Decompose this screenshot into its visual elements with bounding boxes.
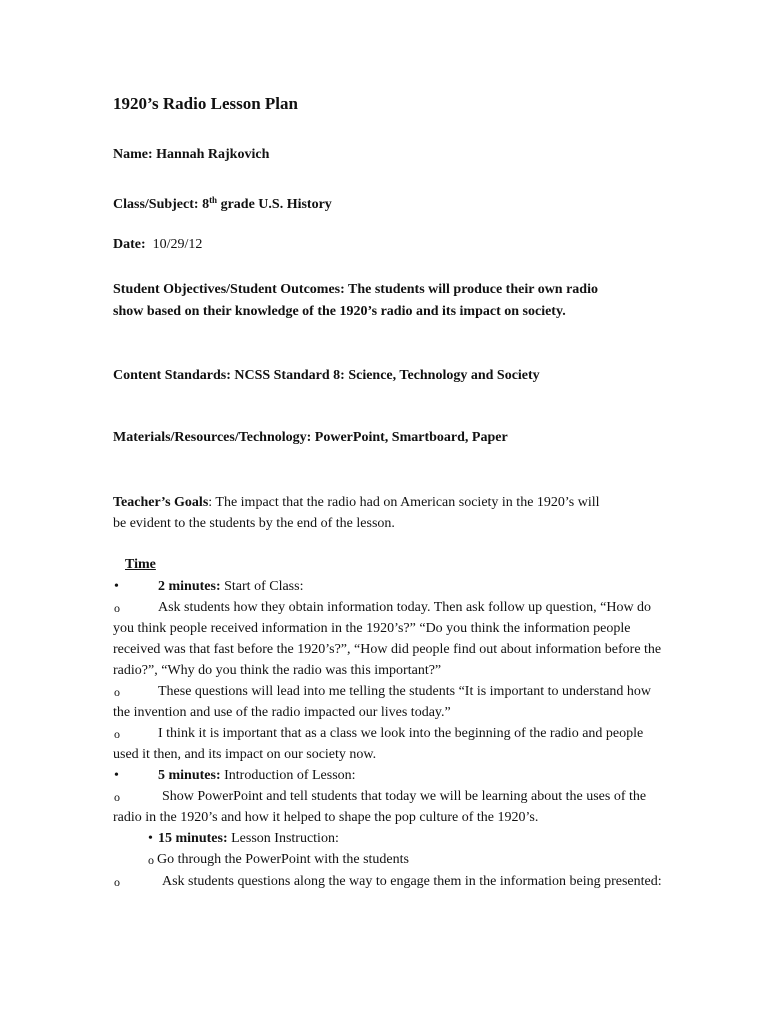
date-label: Date: [113,237,146,252]
class-subject-label: Class/Subject: [113,197,199,212]
name-value: Hannah Rajkovich [156,147,270,162]
s2-o1-line-2: radio in the 1920’s and how it helped to shape the pop culture of the 1920’s. [113,810,539,825]
page-title: 1920’s Radio Lesson Plan [113,94,298,113]
date-value: 10/29/12 [152,237,203,252]
s1-o2-line-2: the invention and use of the radio impacted our lives today.” [113,705,451,720]
section-2min [158,577,303,597]
s1-o3-line-2: used it then, and its impact on our society now. [113,747,377,762]
s1-o1-line-2: you think people received information in the 1920’s?” “Do you think the information people [113,621,631,636]
date-line [113,235,202,255]
class-subject-line [113,190,332,215]
circle-marker: o [148,853,154,867]
circle-marker: o [114,875,120,889]
materials: Materials/Resources/Technology: PowerPoint, Smartboard, Paper [113,430,508,445]
goals-text-1: : The impact that the radio had on American society in the 1920’s will [208,495,600,510]
name-label: Name: [113,147,153,162]
s3-o2-line: Ask students questions along the way to engage them in the information being presented: [162,874,662,889]
class-grade-suffix: th [209,195,218,205]
s1-o2-line-1: These questions will lead into me telling the students “It is important to understand how [158,684,652,699]
section-2min-time: 2 minutes: [158,579,221,594]
time-heading: Time [125,557,156,572]
s1-o1-line-3: received was that fast before the 1920’s?”, “How did people find out about information before the [113,642,662,657]
section-5min-title: Introduction of Lesson: [220,768,356,783]
bullet-marker: • [114,768,119,783]
circle-marker: o [114,601,120,615]
circle-marker: o [114,727,120,741]
objectives-line-2: show based on their knowledge of the 1920’s radio and its impact on society. [113,304,566,319]
section-15min-time: 15 minutes: [158,831,228,846]
s1-o3-line-1: I think it is important that as a class we look into the beginning of the radio and people [158,726,644,741]
s1-o1-line-1: Ask students how they obtain information today. Then ask follow up question, “How do [158,600,652,615]
section-15min [158,829,339,849]
s2-o1-line-1: Show PowerPoint and tell students that today we will be learning about the uses of the [162,789,647,804]
bullet-marker: • [148,831,153,846]
circle-marker: o [114,790,120,804]
goals-line-2: be evident to the students by the end of the lesson. [113,516,395,531]
bullet-marker: • [114,579,119,594]
goals-line-1 [113,493,600,513]
s3-o1-line: Go through the PowerPoint with the students [157,852,409,867]
section-5min [158,766,356,786]
section-15min-title: Lesson Instruction: [227,831,339,846]
s1-o1-line-4: radio?”, “Why do you think the radio was this important?” [113,663,442,678]
content-standards: Content Standards: NCSS Standard 8: Science, Technology and Society [113,368,540,383]
class-grade: 8 [202,197,210,212]
objectives-line-1: Student Objectives/Student Outcomes: The students will produce their own radio [113,282,598,297]
section-2min-title: Start of Class: [220,579,304,594]
class-subject-rest: grade U.S. History [220,197,332,212]
goals-label: Teacher’s Goals [113,495,209,510]
circle-marker: o [114,685,120,699]
name-line [113,145,269,165]
section-5min-time: 5 minutes: [158,768,221,783]
